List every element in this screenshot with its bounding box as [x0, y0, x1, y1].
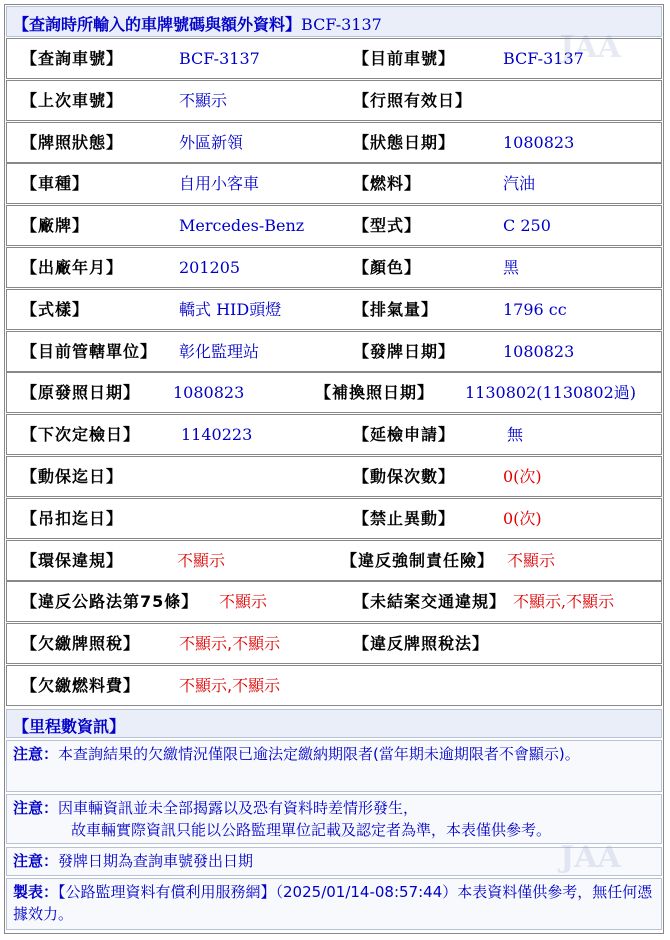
info-row: [6, 122, 662, 163]
field-label: 【補換照日期】: [315, 383, 435, 403]
field-label: 【狀態日期】: [353, 132, 456, 152]
field-value: 外區新領: [179, 132, 244, 152]
field-label: 【顏色】: [353, 258, 422, 277]
note-text: 本查詢結果的欠繳情況僅限已逾法定繳納期限者(當年期未逾期限者不會顯示)。: [58, 745, 580, 763]
field-label: 【式樣】: [21, 299, 90, 319]
field-label: 【欠繳牌照稅】: [21, 634, 141, 654]
field-label: 【查詢車號】: [21, 49, 124, 68]
note-label: 注意：: [13, 745, 59, 763]
field-value: 不顯示,不顯示: [179, 634, 281, 654]
field-label: 【未結案交通違規】: [353, 592, 507, 612]
field-label: 【車種】: [21, 174, 90, 194]
field-value: 1796 cc: [503, 299, 567, 319]
field-value: 0(次): [503, 467, 542, 486]
field-value: 汽油: [503, 174, 536, 194]
field-label: 【違反強制責任險】: [341, 550, 495, 570]
query-plate: BCF-3137: [301, 15, 382, 34]
field-label: 【型式】: [353, 216, 422, 236]
field-value: 1080823: [173, 383, 245, 403]
watermark-logo: JAA: [560, 30, 621, 65]
info-row: [6, 623, 662, 664]
field-label: 【違反牌照稅法】: [353, 634, 490, 654]
field-value: 黑: [503, 258, 520, 277]
field-value: 轎式 HID頭燈: [179, 299, 282, 319]
mileage-section-title: 【里程數資訊】: [13, 717, 126, 736]
field-label: 【延檢申請】: [353, 425, 456, 445]
info-row: [6, 372, 662, 413]
info-row: [6, 581, 662, 622]
note-label: 注意：: [13, 852, 59, 870]
note-label: 注意：: [13, 799, 59, 817]
field-value: Mercedes-Benz: [179, 216, 305, 236]
query-header-title: 【查詢時所輸入的車牌號碼與額外資料】BCF-3137: [13, 15, 382, 34]
field-value: 不顯示: [179, 90, 228, 110]
field-value: 不顯示: [177, 550, 226, 570]
field-label: 【違反公路法第75條】: [21, 592, 199, 612]
field-label: 【排氣量】: [353, 299, 439, 319]
field-value: 不顯示: [507, 550, 556, 570]
field-value: 不顯示,不顯示: [179, 676, 281, 695]
field-value: 0(次): [503, 508, 542, 528]
field-value: 自用小客車: [179, 174, 260, 194]
field-value: 無: [507, 425, 524, 445]
info-row: [6, 414, 662, 455]
note-generated-by: [6, 878, 662, 930]
field-label: 【吊扣迄日】: [21, 508, 124, 528]
field-value: 1080823: [503, 132, 575, 152]
note-text: 因車輛資訊並未全部揭露以及恐有資料時差情形發生，: [58, 799, 419, 817]
field-label: 【行照有效日】: [353, 90, 473, 110]
field-label: 【廠牌】: [21, 216, 90, 236]
field-label: 【發牌日期】: [353, 341, 456, 361]
note-label: 製表：: [13, 883, 59, 901]
field-label: 【上次車號】: [21, 90, 124, 110]
note-text-line2: 故車輛實際資訊只能以公路監理單位記載及認定者為準，本表僅供參考。: [71, 821, 552, 839]
field-value: BCF-3137: [179, 49, 260, 68]
info-row: [6, 247, 662, 288]
field-label: 【動保迄日】: [21, 467, 124, 486]
field-value: 彰化監理站: [179, 341, 260, 361]
mileage-section-header: [6, 709, 662, 738]
field-label: 【目前車號】: [353, 49, 456, 68]
note-text: 發牌日期為查詢車號發出日期: [58, 852, 254, 870]
info-row: [6, 665, 662, 706]
info-row: [6, 498, 662, 539]
field-label: 【下次定檢日】: [21, 425, 141, 445]
note-disclaimer: [6, 794, 662, 844]
field-label: 【出廠年月】: [21, 258, 124, 277]
info-row: [6, 456, 662, 497]
watermark-logo-bottom: JAA: [560, 840, 621, 875]
field-value: 1140223: [181, 425, 253, 445]
field-value: 不顯示: [219, 592, 268, 612]
note-overdue: [6, 740, 662, 792]
field-value: 1080823: [503, 341, 575, 361]
field-label: 【牌照狀態】: [21, 132, 124, 152]
info-row: [6, 80, 662, 121]
info-row: [6, 289, 662, 330]
field-label: 【目前管轄單位】: [21, 341, 158, 361]
field-label: 【禁止異動】: [353, 508, 456, 528]
field-label: 【動保次數】: [353, 467, 456, 486]
field-label: 【環保違規】: [21, 550, 124, 570]
info-row: [6, 205, 662, 246]
field-label: 【燃料】: [353, 174, 422, 194]
field-value: C 250: [503, 216, 551, 236]
field-value: BCF-3137: [503, 49, 584, 68]
field-value: 201205: [179, 258, 241, 277]
field-label: 【欠繳燃料費】: [21, 676, 141, 695]
note-text: 【公路監理資料有償利用服務網】（2025/01/14-08:57:44）本表資料僅供參考，無任何憑據效力。: [13, 883, 653, 923]
info-row: [6, 331, 662, 372]
field-value: 1130802(1130802過): [465, 383, 637, 403]
info-row: [6, 163, 662, 204]
info-row: [6, 540, 662, 581]
field-value: 不顯示,不顯示: [513, 592, 615, 612]
field-label: 【原發照日期】: [21, 383, 141, 403]
